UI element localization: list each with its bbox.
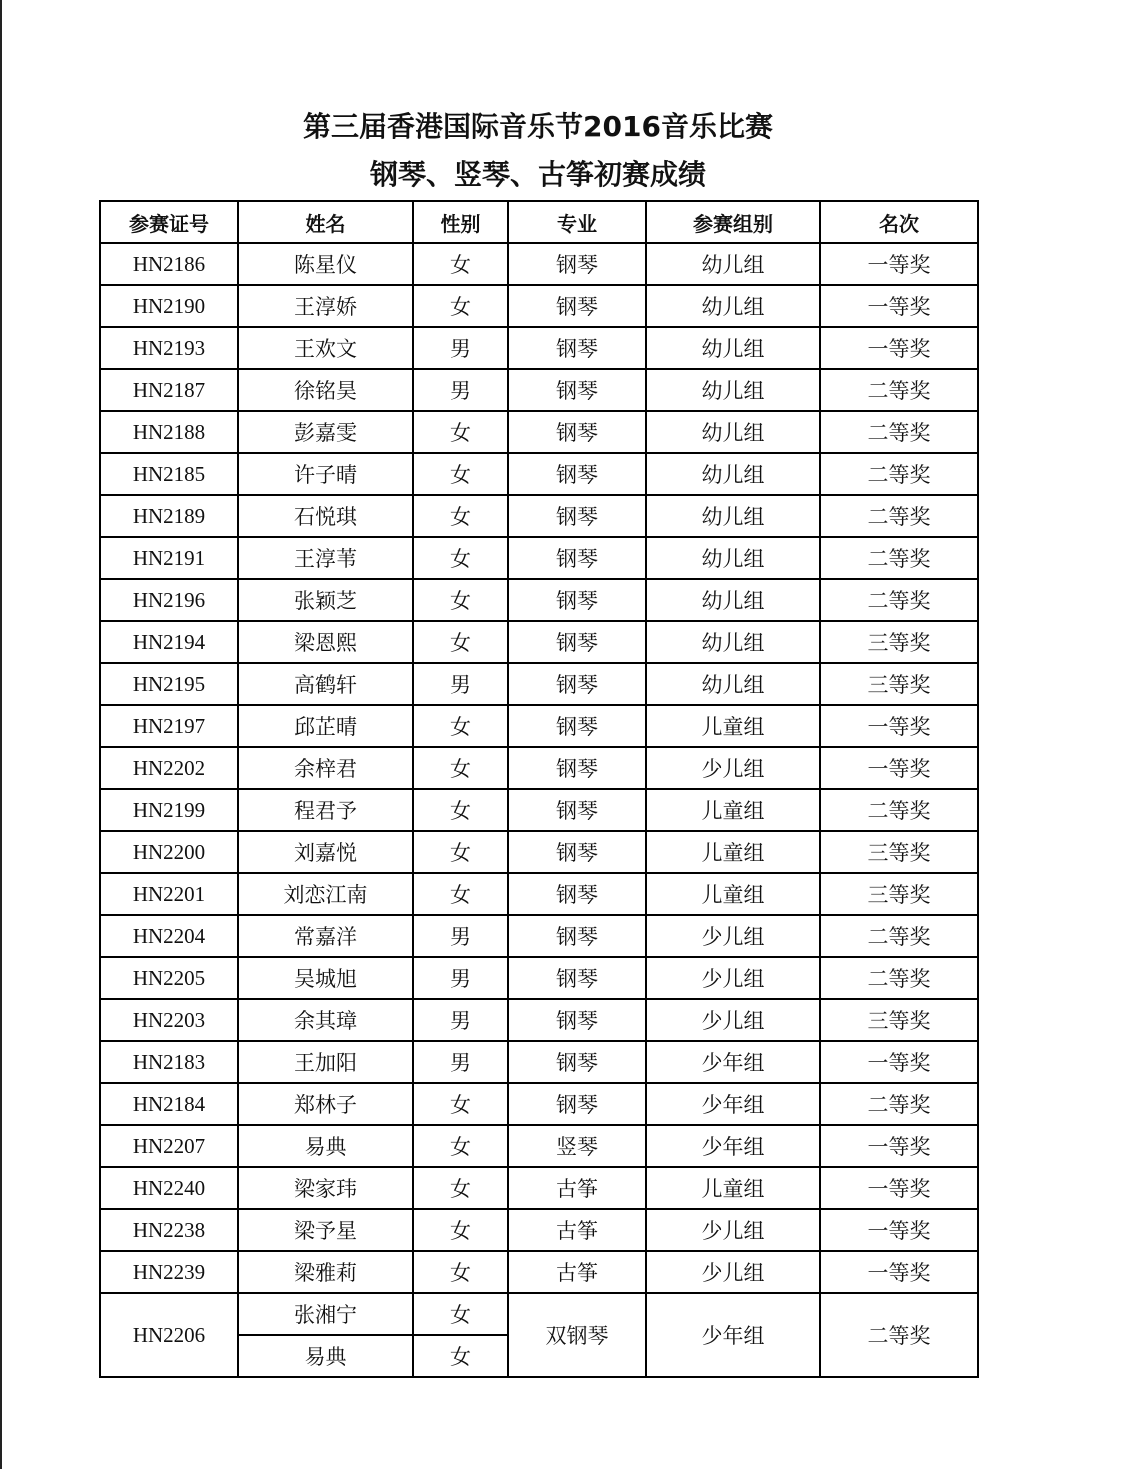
cell-gender: 男 [413,369,508,411]
cell-id: HN2191 [100,537,238,579]
cell-gender: 女 [413,1335,508,1377]
cell-rank: 二等奖 [820,957,978,999]
cell-rank: 一等奖 [820,1209,978,1251]
cell-gender: 女 [413,1251,508,1293]
cell-group: 少儿组 [646,1209,820,1251]
cell-name: 梁家玮 [238,1167,413,1209]
cell-id: HN2190 [100,285,238,327]
cell-id: HN2197 [100,705,238,747]
header-row [100,201,978,243]
cell-id: HN2185 [100,453,238,495]
cell-name: 常嘉洋 [238,915,413,957]
cell-gender: 男 [413,915,508,957]
cell-id: HN2189 [100,495,238,537]
cell-name: 石悦琪 [238,495,413,537]
cell-gender: 女 [413,1167,508,1209]
cell-major: 钢琴 [508,999,646,1041]
cell-major: 钢琴 [508,873,646,915]
cell-gender: 女 [413,705,508,747]
header-name: 姓名 [238,201,413,243]
cell-rank: 一等奖 [820,747,978,789]
cell-major: 古筝 [508,1251,646,1293]
cell-major: 钢琴 [508,453,646,495]
cell-group: 幼儿组 [646,369,820,411]
cell-rank: 二等奖 [820,1083,978,1125]
table-row [100,1251,978,1293]
cell-rank: 二等奖 [820,369,978,411]
cell-name: 郑林子 [238,1083,413,1125]
cell-id: HN2239 [100,1251,238,1293]
header-rank: 名次 [820,201,978,243]
results-table [99,200,979,1378]
cell-name: 张湘宁 [238,1293,413,1335]
cell-group: 少年组 [646,1293,820,1377]
cell-group: 少儿组 [646,747,820,789]
cell-name: 王淳娇 [238,285,413,327]
cell-gender: 女 [413,243,508,285]
table-row-duo-1 [100,1293,978,1335]
cell-id: HN2240 [100,1167,238,1209]
cell-rank: 三等奖 [820,873,978,915]
cell-group: 少年组 [646,1083,820,1125]
cell-major: 古筝 [508,1167,646,1209]
cell-major: 钢琴 [508,579,646,621]
cell-id: HN2193 [100,327,238,369]
cell-name: 许子晴 [238,453,413,495]
cell-major: 钢琴 [508,831,646,873]
cell-group: 儿童组 [646,831,820,873]
header-gender: 性别 [413,201,508,243]
cell-id: HN2187 [100,369,238,411]
cell-rank: 一等奖 [820,1251,978,1293]
cell-id: HN2201 [100,873,238,915]
cell-rank: 一等奖 [820,1041,978,1083]
cell-gender: 女 [413,1293,508,1335]
cell-group: 少儿组 [646,999,820,1041]
cell-rank: 一等奖 [820,705,978,747]
cell-name: 梁雅莉 [238,1251,413,1293]
cell-rank: 一等奖 [820,1125,978,1167]
cell-id: HN2194 [100,621,238,663]
cell-group: 儿童组 [646,789,820,831]
cell-id: HN2207 [100,1125,238,1167]
cell-major: 钢琴 [508,369,646,411]
cell-name: 梁予星 [238,1209,413,1251]
cell-id: HN2200 [100,831,238,873]
header-id: 参赛证号 [100,201,238,243]
table-row [100,411,978,453]
table-row [100,537,978,579]
cell-id: HN2203 [100,999,238,1041]
cell-major: 钢琴 [508,915,646,957]
cell-name: 王加阳 [238,1041,413,1083]
table-row [100,747,978,789]
table-row [100,789,978,831]
cell-name: 高鹤轩 [238,663,413,705]
table-body [100,243,978,1293]
table-row [100,705,978,747]
cell-id: HN2183 [100,1041,238,1083]
table-row [100,873,978,915]
cell-name: 王欢文 [238,327,413,369]
cell-rank: 二等奖 [820,579,978,621]
title-block [0,104,1076,198]
cell-name: 程君予 [238,789,413,831]
cell-rank: 二等奖 [820,915,978,957]
cell-id: HN2195 [100,663,238,705]
table-row [100,327,978,369]
table-row [100,285,978,327]
cell-group: 幼儿组 [646,579,820,621]
table-row [100,1125,978,1167]
cell-id: HN2206 [100,1293,238,1377]
cell-group: 幼儿组 [646,537,820,579]
cell-name: 易典 [238,1125,413,1167]
cell-id: HN2238 [100,1209,238,1251]
cell-major: 钢琴 [508,327,646,369]
cell-major: 钢琴 [508,957,646,999]
cell-rank: 二等奖 [820,789,978,831]
table-row [100,1083,978,1125]
cell-major: 古筝 [508,1209,646,1251]
cell-gender: 女 [413,453,508,495]
cell-name: 梁恩熙 [238,621,413,663]
cell-rank: 二等奖 [820,411,978,453]
cell-rank: 二等奖 [820,453,978,495]
cell-rank: 三等奖 [820,621,978,663]
cell-name: 徐铭昊 [238,369,413,411]
cell-group: 少儿组 [646,915,820,957]
cell-gender: 男 [413,327,508,369]
table-row [100,1041,978,1083]
cell-gender: 男 [413,999,508,1041]
cell-rank: 二等奖 [820,537,978,579]
cell-gender: 女 [413,411,508,453]
cell-id: HN2199 [100,789,238,831]
cell-name: 吴城旭 [238,957,413,999]
page-title: 第三届香港国际音乐节2016音乐比赛 [303,110,773,143]
cell-id: HN2184 [100,1083,238,1125]
cell-rank: 一等奖 [820,327,978,369]
page-left-border [0,0,2,1469]
cell-gender: 男 [413,957,508,999]
cell-major: 钢琴 [508,537,646,579]
cell-id: HN2188 [100,411,238,453]
cell-group: 幼儿组 [646,327,820,369]
cell-id: HN2202 [100,747,238,789]
page-subtitle: 钢琴、竖琴、古筝初赛成绩 [369,158,706,191]
cell-major: 钢琴 [508,705,646,747]
cell-major: 钢琴 [508,621,646,663]
cell-name: 邱芷晴 [238,705,413,747]
cell-major: 钢琴 [508,243,646,285]
cell-gender: 女 [413,1125,508,1167]
cell-gender: 女 [413,495,508,537]
cell-name: 张颖芝 [238,579,413,621]
cell-major: 双钢琴 [508,1293,646,1377]
table-row [100,621,978,663]
cell-group: 幼儿组 [646,495,820,537]
cell-name: 易典 [238,1335,413,1377]
cell-group: 少儿组 [646,1251,820,1293]
cell-id: HN2205 [100,957,238,999]
cell-gender: 男 [413,663,508,705]
cell-group: 少年组 [646,1125,820,1167]
cell-group: 少儿组 [646,957,820,999]
cell-id: HN2186 [100,243,238,285]
table-row [100,831,978,873]
cell-group: 幼儿组 [646,663,820,705]
header-group: 参赛组别 [646,201,820,243]
cell-group: 幼儿组 [646,243,820,285]
cell-major: 竖琴 [508,1125,646,1167]
cell-group: 儿童组 [646,1167,820,1209]
cell-name: 王淳苇 [238,537,413,579]
cell-group: 幼儿组 [646,453,820,495]
cell-rank: 三等奖 [820,663,978,705]
cell-gender: 女 [413,1209,508,1251]
table-row [100,957,978,999]
table-row [100,999,978,1041]
cell-name: 彭嘉雯 [238,411,413,453]
cell-group: 儿童组 [646,705,820,747]
cell-gender: 女 [413,621,508,663]
table-row [100,579,978,621]
cell-rank: 一等奖 [820,1167,978,1209]
cell-gender: 女 [413,285,508,327]
cell-major: 钢琴 [508,663,646,705]
cell-name: 余其璋 [238,999,413,1041]
cell-rank: 一等奖 [820,285,978,327]
cell-id: HN2204 [100,915,238,957]
cell-major: 钢琴 [508,411,646,453]
cell-gender: 女 [413,537,508,579]
table-row [100,1167,978,1209]
cell-id: HN2196 [100,579,238,621]
table-row [100,453,978,495]
cell-group: 幼儿组 [646,411,820,453]
cell-rank: 二等奖 [820,495,978,537]
header-major: 专业 [508,201,646,243]
cell-group: 儿童组 [646,873,820,915]
cell-name: 刘恋江南 [238,873,413,915]
cell-gender: 女 [413,1083,508,1125]
cell-major: 钢琴 [508,285,646,327]
cell-gender: 女 [413,579,508,621]
cell-name: 陈星仪 [238,243,413,285]
cell-major: 钢琴 [508,1041,646,1083]
table-row [100,495,978,537]
table-row [100,663,978,705]
table-row [100,915,978,957]
cell-group: 幼儿组 [646,621,820,663]
cell-group: 幼儿组 [646,285,820,327]
cell-major: 钢琴 [508,1083,646,1125]
cell-rank: 一等奖 [820,243,978,285]
cell-gender: 女 [413,789,508,831]
cell-major: 钢琴 [508,747,646,789]
cell-group: 少年组 [646,1041,820,1083]
table-row [100,243,978,285]
cell-gender: 女 [413,747,508,789]
cell-major: 钢琴 [508,495,646,537]
cell-rank: 二等奖 [820,1293,978,1377]
cell-gender: 男 [413,1041,508,1083]
cell-name: 刘嘉悦 [238,831,413,873]
cell-gender: 女 [413,873,508,915]
cell-name: 余梓君 [238,747,413,789]
cell-gender: 女 [413,831,508,873]
table-row [100,369,978,411]
duo-body [100,1293,978,1377]
table-row [100,1209,978,1251]
cell-major: 钢琴 [508,789,646,831]
cell-rank: 三等奖 [820,999,978,1041]
cell-rank: 三等奖 [820,831,978,873]
